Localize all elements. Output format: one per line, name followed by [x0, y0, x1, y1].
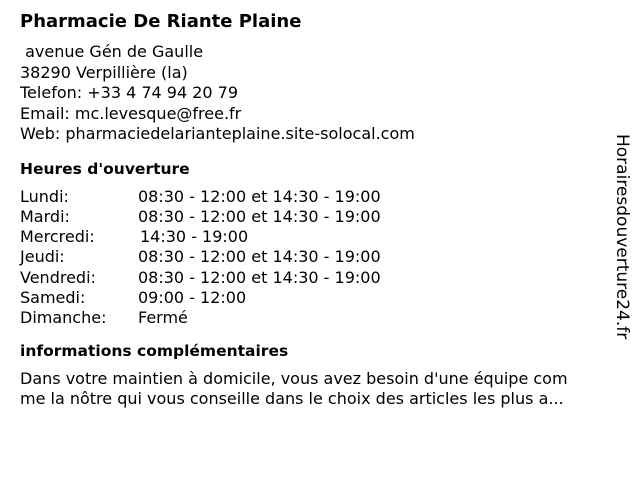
hours-row-jeudi	[20, 247, 610, 267]
day-label: Lundi:	[20, 186, 69, 206]
day-label: Jeudi:	[20, 247, 65, 267]
time-value: Fermé	[138, 308, 188, 328]
hours-table	[20, 187, 610, 329]
time-value: 08:30 - 12:00 et 14:30 - 19:00	[138, 267, 381, 287]
hours-row-samedi	[20, 288, 610, 308]
info-heading: informations complémentaires	[20, 341, 289, 360]
pharmacy-card	[20, 10, 610, 410]
hours-row-vendredi	[20, 268, 610, 288]
site-watermark: Horairesdouverture24.fr	[612, 134, 632, 340]
time-value: 14:30 - 19:00	[140, 227, 249, 247]
time-value: 08:30 - 12:00 et 14:30 - 19:00	[138, 247, 381, 267]
info-line-1: Dans votre maintien à domicile, vous avez besoin d'une équipe com	[20, 368, 568, 388]
pharmacy-name: Pharmacie De Riante Plaine	[20, 11, 302, 32]
address-street: avenue Gén de Gaulle	[20, 42, 204, 61]
hours-row-mardi	[20, 207, 610, 227]
day-label: Mercredi:	[20, 227, 95, 247]
day-label: Mardi:	[20, 206, 70, 226]
hours-heading: Heures d'ouverture	[20, 159, 190, 178]
day-label: Samedi:	[20, 287, 86, 307]
email-line[interactable]: Email: mc.levesque@free.fr	[20, 103, 242, 123]
contact-block	[20, 42, 610, 145]
hours-row-dimanche	[20, 308, 610, 328]
time-value: 08:30 - 12:00 et 14:30 - 19:00	[138, 186, 381, 206]
hours-row-lundi	[20, 187, 610, 207]
web-line[interactable]: Web: pharmaciedelarianteplaine.site-solocal.com	[20, 124, 415, 143]
info-description	[20, 369, 612, 410]
address-city: 38290 Verpillière (la)	[20, 62, 188, 82]
hours-row-mercredi	[20, 227, 610, 247]
phone-line[interactable]: Telefon: +33 4 74 94 20 79	[20, 83, 239, 102]
day-label: Vendredi:	[20, 267, 96, 287]
time-value: 08:30 - 12:00 et 14:30 - 19:00	[138, 206, 381, 226]
time-value: 09:00 - 12:00	[138, 287, 247, 307]
day-label: Dimanche:	[20, 308, 107, 328]
info-line-2[interactable]: me la nôtre qui vous conseille dans le choix des articles les plus a...	[20, 389, 564, 409]
